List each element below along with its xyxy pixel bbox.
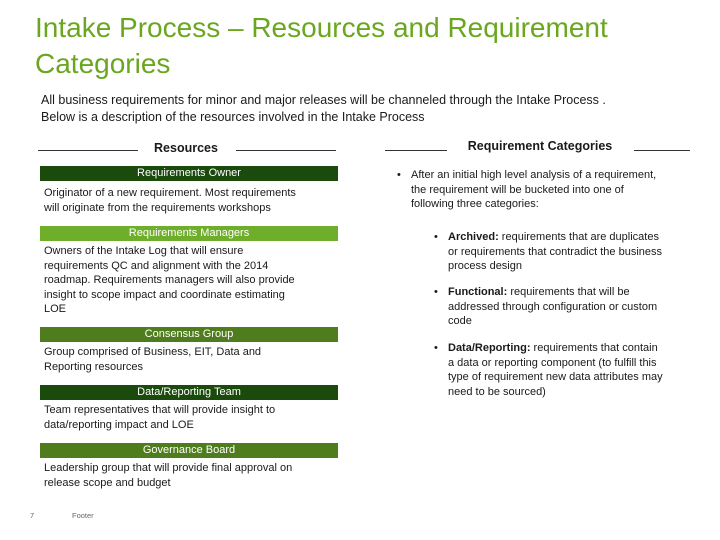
resource-desc-line: Group comprised of Business, EIT, Data and	[44, 346, 262, 358]
category-text-line: a data or reporting component (to fulfill this	[448, 356, 657, 369]
resource-description	[44, 186, 329, 215]
footer-label: Footer	[72, 511, 94, 520]
intro-text	[41, 92, 691, 126]
resource-desc-line: Owners of the Intake Log that will ensure	[44, 245, 244, 257]
category-name: Archived:	[448, 231, 499, 243]
intro-line: All business requirements for minor and major releases will be channeled through the Intake Process .	[41, 93, 606, 107]
resource-label-bar	[40, 327, 338, 342]
heading-rule-left	[385, 150, 447, 151]
resource-label-bar	[40, 226, 338, 241]
heading-rule-left	[38, 150, 138, 151]
category-text-line: code	[448, 315, 472, 327]
resource-label: Consensus Group	[144, 328, 234, 340]
heading-rule-right	[634, 150, 690, 151]
category-text-line: addressed through configuration or custom	[448, 300, 658, 313]
resource-label-bar	[40, 443, 338, 458]
resource-desc-line: Team representatives that will provide insight to	[44, 404, 276, 416]
category-text: requirements that contain	[530, 342, 658, 354]
page-number: 7	[30, 511, 35, 520]
resource-desc-line: insight to scope impact and coordinate estimating	[44, 288, 285, 301]
category-text-line: need to be sourced)	[448, 385, 546, 398]
resource-description	[44, 461, 329, 490]
page-title	[35, 10, 675, 82]
category-item-functional	[434, 285, 658, 329]
category-text-line: type of requirement new data attributes may	[448, 371, 663, 383]
category-text-line: process design	[448, 260, 522, 272]
categories-intro-line: following three categories:	[411, 198, 539, 210]
resource-desc-line: Leadership group that will provide final approval on	[44, 462, 293, 474]
resource-desc-line: roadmap. Requirements managers will also provide	[44, 274, 295, 286]
resource-desc-line: Reporting resources	[44, 360, 144, 373]
resource-label-bar	[40, 385, 338, 400]
resource-label: Data/Reporting Team	[137, 386, 241, 398]
resource-description	[44, 345, 329, 374]
bullet-icon: •	[434, 286, 438, 298]
title-line: Intake Process – Resources and Requirement	[35, 12, 608, 43]
bullet-icon: •	[434, 231, 438, 243]
title-line: Categories	[35, 48, 171, 79]
categories-intro-line: the requirement will be bucketed into one of	[411, 183, 624, 196]
categories-intro-line: After an initial high level analysis of a requirement,	[411, 169, 657, 181]
resource-label: Requirements Managers	[128, 227, 250, 239]
resource-desc-line: Originator of a new requirement. Most requirements	[44, 187, 296, 199]
resource-label: Requirements Owner	[137, 167, 241, 179]
resource-label-bar	[40, 166, 338, 181]
intro-line: Below is a description of the resources involved in the Intake Process	[41, 110, 425, 124]
resource-desc-line: data/reporting impact and LOE	[44, 418, 194, 431]
resource-desc-line: release scope and budget	[44, 476, 171, 489]
resource-desc-line: LOE	[44, 303, 67, 315]
resources-heading: Resources	[154, 141, 218, 155]
resource-desc-line: requirements QC and alignment with the 2014	[44, 259, 269, 272]
resource-desc-line: will originate from the requirements workshops	[44, 201, 271, 214]
bullet-icon: •	[397, 169, 401, 181]
resource-label: Governance Board	[142, 444, 236, 456]
bullet-icon: •	[434, 342, 438, 354]
category-text-line: or requirements that contradict the business	[448, 245, 663, 258]
categories-heading: Requirement Categories	[467, 139, 613, 153]
category-name: Data/Reporting:	[448, 342, 531, 354]
heading-rule-right	[236, 150, 336, 151]
resource-description	[44, 403, 329, 432]
categories-intro	[397, 168, 657, 212]
category-item-archived	[434, 230, 663, 274]
resource-description	[44, 244, 329, 317]
category-text: requirements that will be	[507, 286, 630, 298]
category-item-data-reporting	[434, 341, 663, 399]
category-name: Functional:	[448, 286, 508, 298]
category-text: requirements that are duplicates	[498, 231, 659, 243]
